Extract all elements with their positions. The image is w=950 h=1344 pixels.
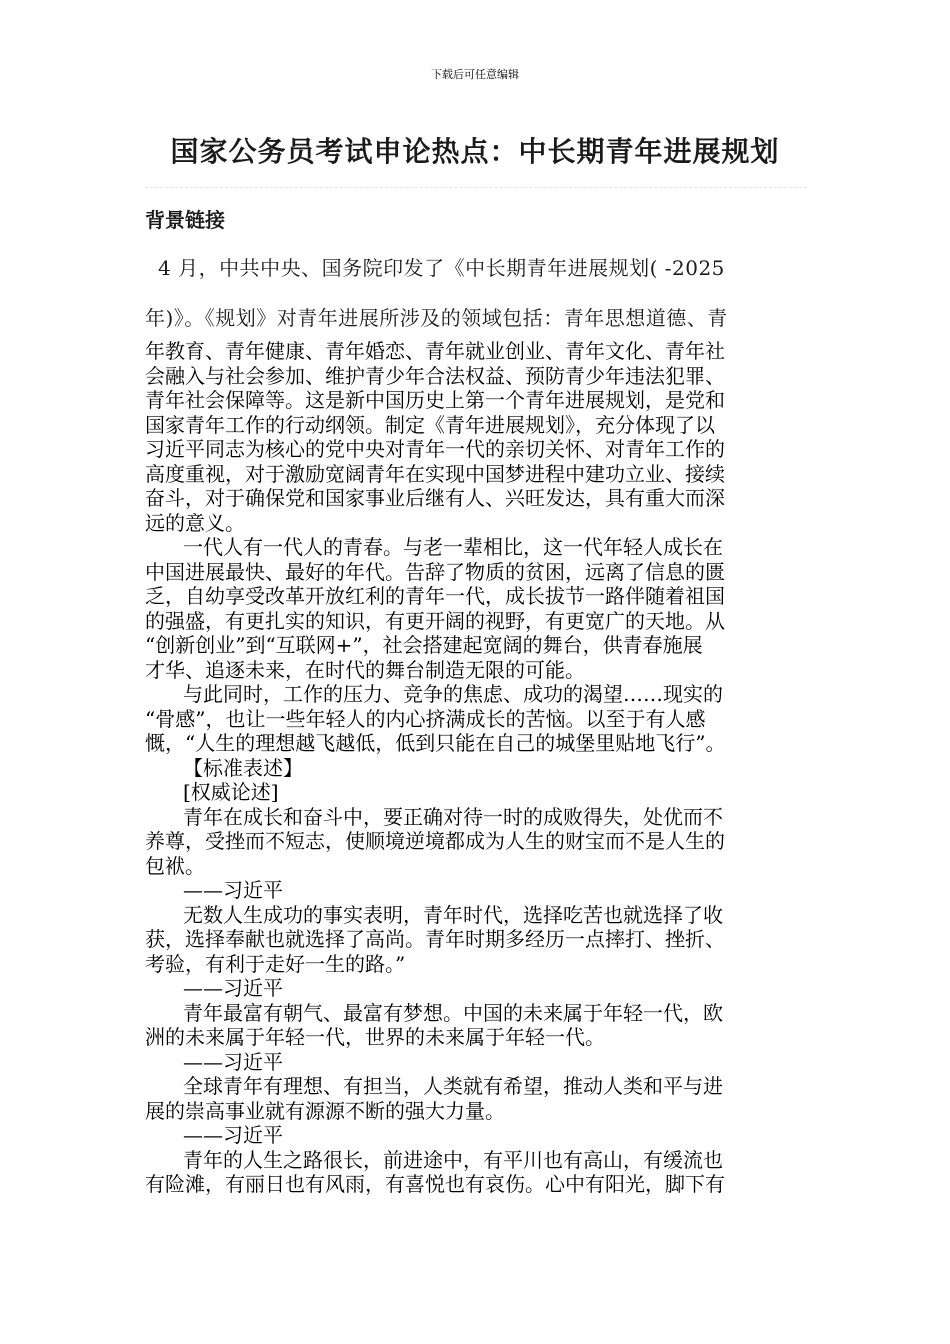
section-heading: 背景链接 [145,208,225,232]
lead-line-2: 年)》。《规划》对青年进展所涉及的领域包括：青年思想道德、青 [145,306,728,330]
text-line: 养尊，受挫而不短志，使顺境逆境都成为人生的财宝而不是人生的 [145,829,725,853]
page-title: 国家公务员考试申论热点：中长期青年进展规划 [170,135,780,168]
text-line: 与此同时，工作的压力、竞争的焦虑、成功的渴望……现实的 [183,682,723,706]
quote-attribution [145,976,817,1001]
text-line: 奋斗，对于确保党和国家事业后继有人、兴旺发达，具有重大而深 [145,486,725,510]
text-line: 青年在成长和奋斗中，要正确对待一时的成败得失，处优而不 [183,804,723,829]
quote-attribution [145,1123,817,1148]
paragraph-background [145,339,817,535]
quote-paragraph [145,1148,817,1197]
text-line: 青年社会保障等。这是新中国历史上第一个青年进展规划，是党和 [145,388,725,412]
authority-heading [145,780,817,805]
text-line: 展的崇高事业就有源源不断的强大力量。 [145,1098,505,1123]
text-line: 国家青年工作的行动纲领。制定《青年进展规划》，充分体现了以 [145,412,715,437]
text-line: ——习近平 [183,1123,283,1147]
text-line: 远的意义。 [145,510,245,535]
text-line: 全球青年有理想、有担当，人类就有希望，推动人类和平与进 [183,1074,723,1098]
text-line: ——习近平 [183,878,283,902]
text-line: “创新创业”到“互联网+”，社会搭建起宽阔的舞台，供青春施展 [145,633,703,657]
text-line: 【标准表述】 [183,755,303,780]
paragraph-pressure [145,682,817,756]
quote-attribution [145,1050,817,1075]
text-line: 无数人生成功的事实表明，青年时代，选择吃苦也就选择了收 [183,902,723,927]
text-line: 青年最富有朝气、最富有梦想。中国的未来属于年轻一代，欧 [183,1000,723,1025]
text-line: 考验，有利于走好一生的路。” [145,951,406,976]
quote-paragraph [145,1001,817,1050]
text-line: 获，选择奉献也就选择了高尚。青年时期多经历一点摔打、挫折、 [145,927,725,951]
text-line: 年教育、青年健康、青年婚恋、青年就业创业、青年文化、青年社 [145,339,725,363]
standard-expression-heading [145,756,817,781]
lead-line-1: 4 月，中共中央、国务院印发了《中长期青年进展规划( -2025 [158,256,725,280]
text-line: “骨感”，也让一些年轻人的内心挤满成长的苦恼。以至于有人感 [145,706,706,731]
text-line: ——习近平 [183,1049,283,1074]
text-line: 的强盛，有更扎实的知识，有更开阔的视野，有更宽广的天地。从 [145,608,725,633]
text-line: 有险滩，有丽日也有风雨，有喜悦也有哀伤。心中有阳光，脚下有 [145,1172,725,1196]
text-line: 中国进展最快、最好的年代。告辞了物质的贫困，远离了信息的匮 [145,559,725,584]
header-note: 下载后可任意编辑 [431,68,519,81]
text-line: 习近平同志为核心的党中央对青年一代的亲切关怀、对青年工作的 [145,437,725,461]
text-line: 才华、追逐未来，在时代的舞台制造无限的可能。 [145,657,585,682]
text-line: [权威论述] [183,780,279,804]
text-line: 一代人有一代人的青春。与老一辈相比，这一代年轻人成长在 [183,535,723,559]
text-line: 青年的人生之路很长，前进途中，有平川也有高山，有缓流也 [183,1147,723,1172]
quote-paragraph [145,805,817,879]
quote-paragraph [145,903,817,977]
text-line: 会融入与社会参加、维护青少年合法权益、预防青少年违法犯罪、 [145,363,725,388]
text-line: 慨，“人生的理想越飞越低，低到只能在自己的城堡里贴地飞行”。 [145,731,726,755]
text-line: 乏，自幼享受改革开放红利的青年一代，成长拔节一路伴随着祖国 [145,584,725,608]
article-body [145,339,817,1197]
quote-paragraph [145,1074,817,1123]
text-line: 高度重视，对于激励宽阔青年在实现中国梦进程中建功立业、接续 [145,461,725,486]
text-line: 洲的未来属于年轻一代，世界的未来属于年轻一代。 [145,1025,605,1049]
title-divider [145,187,807,188]
paragraph-generation [145,535,817,682]
text-line: ——习近平 [183,976,283,1000]
text-line: 包袱。 [145,853,205,878]
quote-attribution [145,878,817,903]
